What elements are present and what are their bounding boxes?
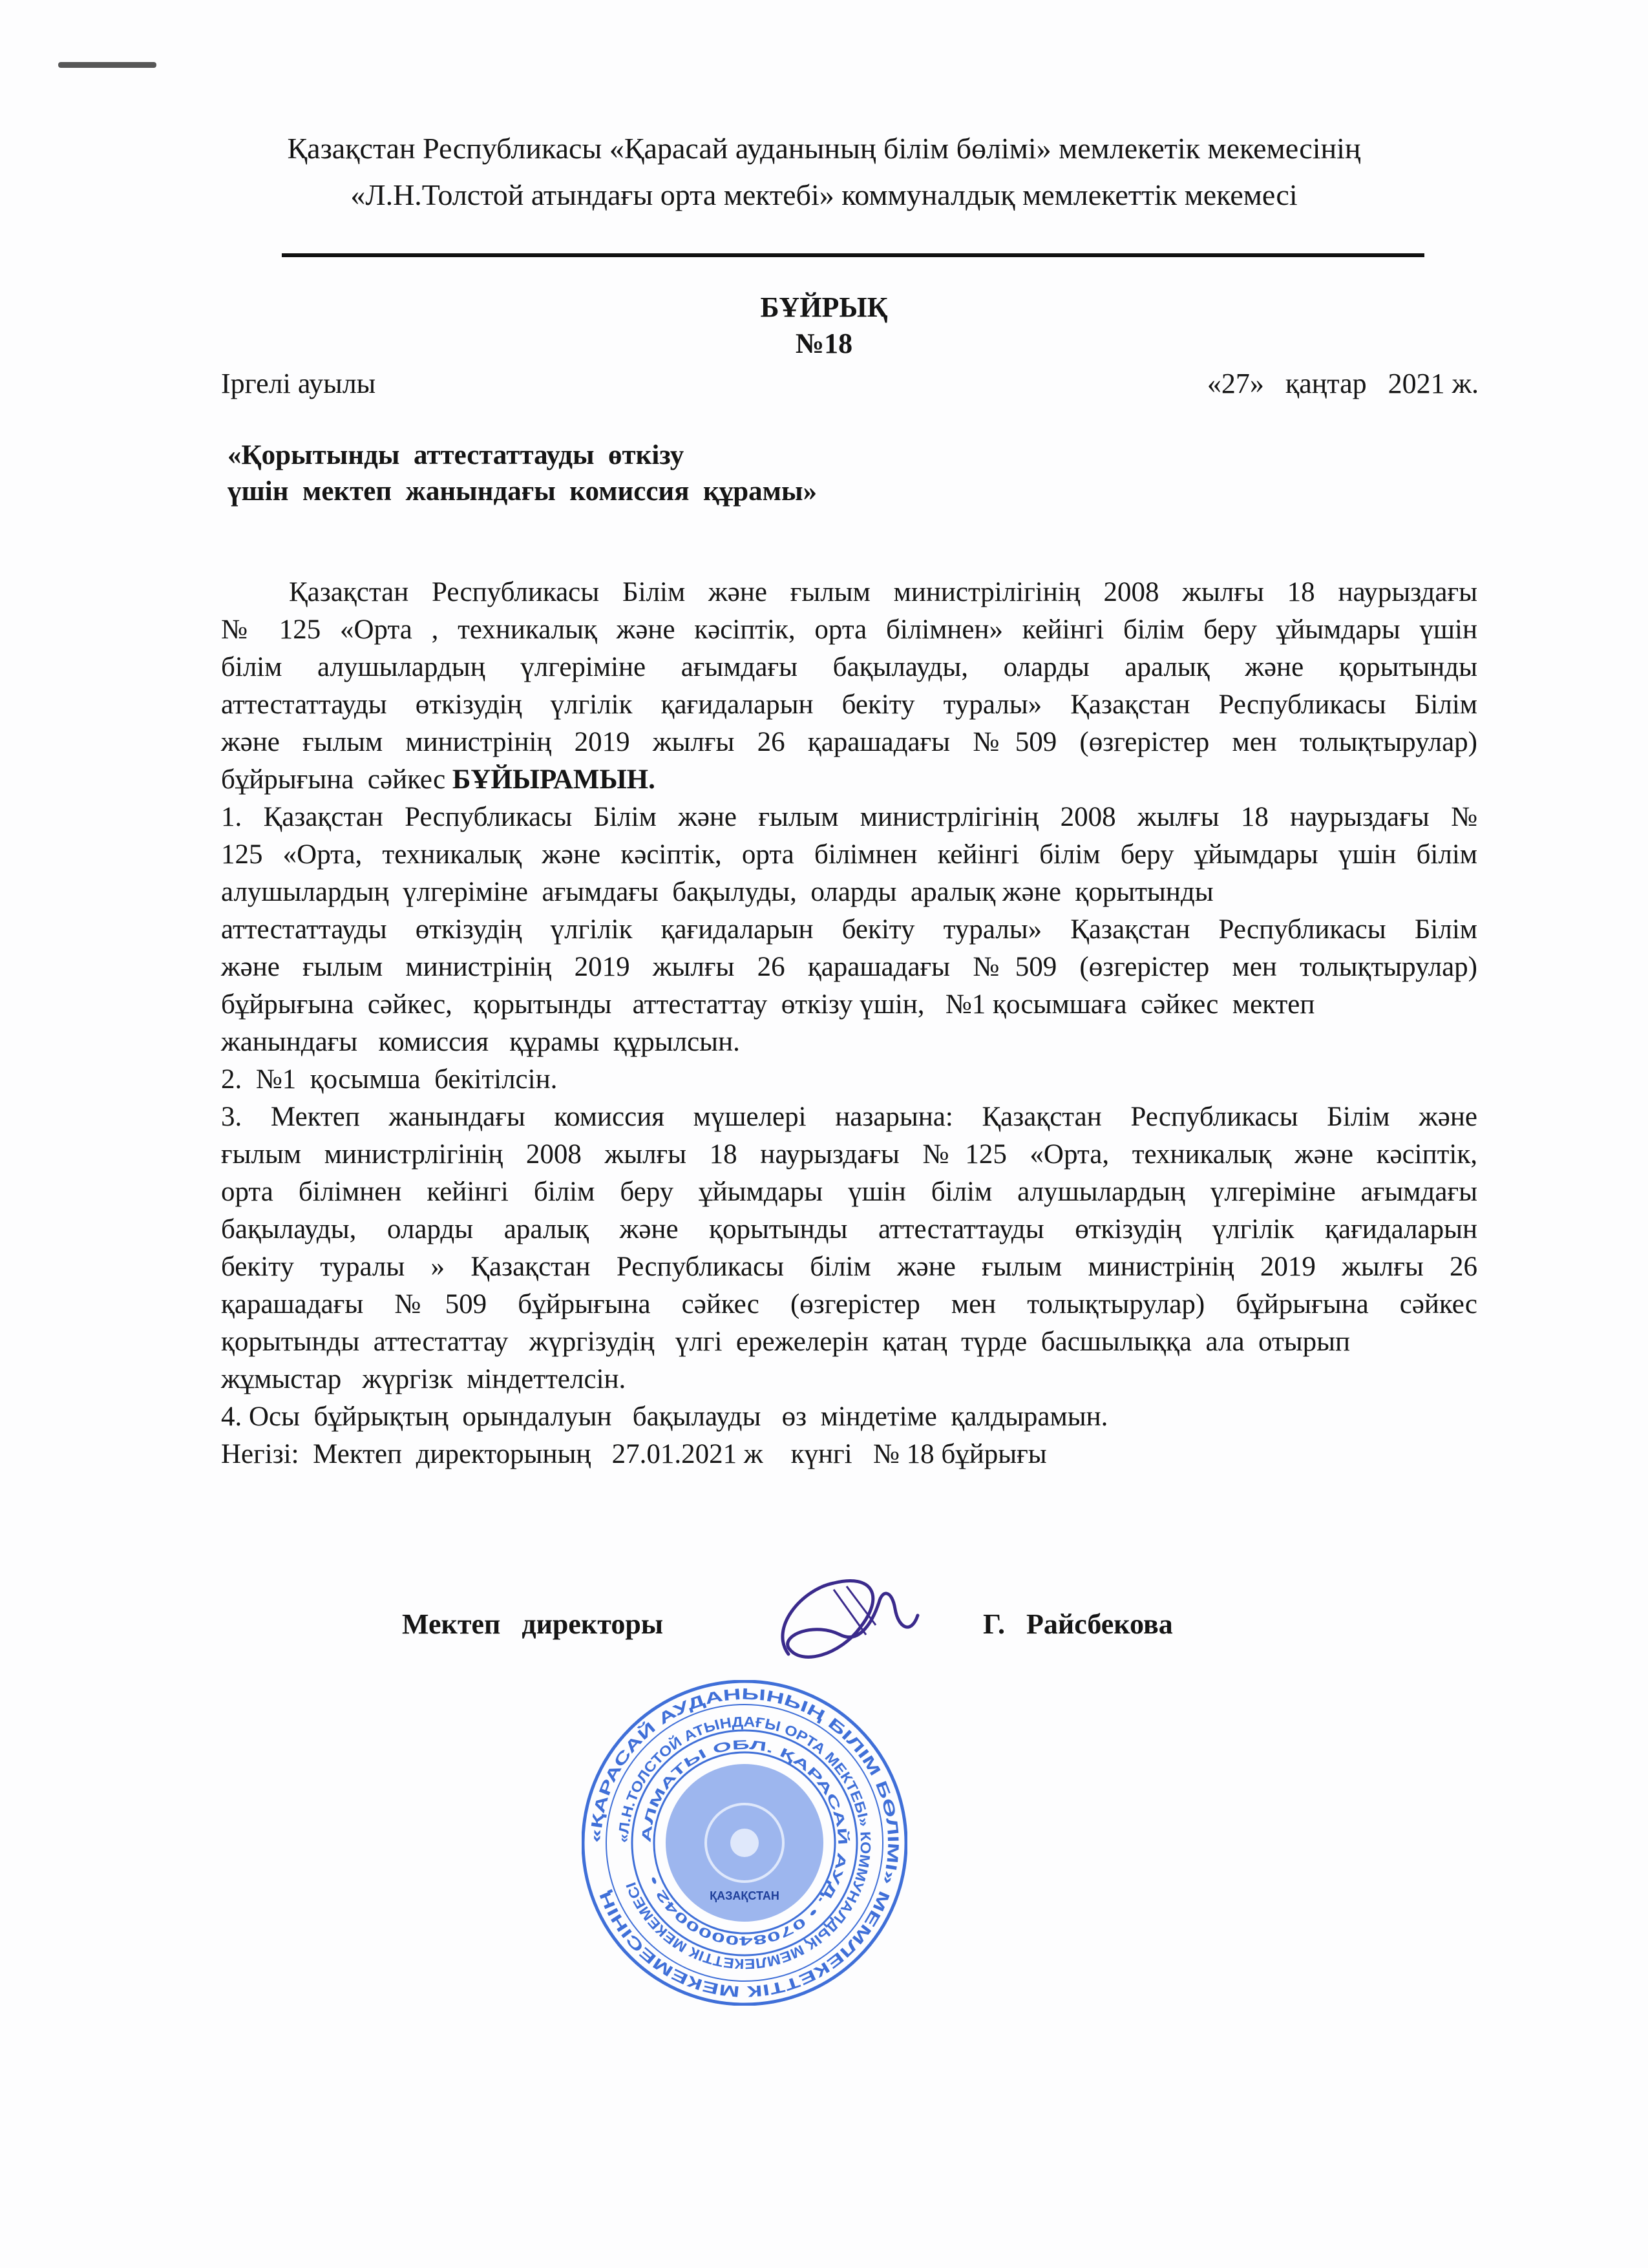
- item3-line: қорытынды аттестаттау жүргізудің үлгі ережелерін қатаң түрде басшылыққа ала отырып: [221, 1327, 1351, 1357]
- subject-line1: «Қорытынды аттестаттауды өткізу: [227, 440, 684, 470]
- item1-line: жанындағы комиссия құрамы құрылсын.: [221, 1027, 740, 1057]
- org-header-line2: «Л.Н.Толстой атындағы орта мектебі» коммуналдық мемлекеттік мекемесі: [350, 178, 1298, 211]
- preamble-last-line: [221, 761, 1477, 799]
- item1-line: алушылардың үлгеріміне ағымдағы бақылуды, оларды аралық және қорытынды: [221, 877, 1214, 907]
- item3-line: бақылауды, оларды аралық және қорытынды аттестаттауды өткізудің үлгілік қағидаларын: [221, 1214, 1477, 1244]
- preamble-line: білім алушылардың үлгеріміне ағымдағы бақылауды, оларды аралық және қорытынды: [221, 652, 1477, 682]
- preamble-line: № 125 «Орта , техникалық және кәсіптік, орта білімнен» кейінгі білім беру ұйымдары үшін: [221, 614, 1477, 645]
- order-heading: БҰЙРЫҚ: [760, 291, 888, 323]
- item1-line: бұйрығына сәйкес, қорытынды аттестаттау өткізу үшін, №1 қосымшаға сәйкес мектеп: [221, 989, 1315, 1020]
- scan-mark: [58, 62, 156, 68]
- decree-word: БҰЙЫРАМЫН.: [452, 764, 655, 795]
- item3-line: орта білімнен кейінгі білім беру ұйымдары үшін білім алушылардың үлгеріміне ағымдағы: [221, 1177, 1477, 1207]
- official-stamp: [582, 1680, 907, 2006]
- org-header-line1: Қазақстан Республикасы «Қарасай ауданының білім бөлімі» мемлекетік мекемесінің: [287, 132, 1361, 165]
- item3-line: қарашадағы №509 бұйрығына сәйкес (өзгерістер мен толықтырулар) бұйрығына сәйкес: [221, 1289, 1477, 1319]
- item1-line: 125 «Орта, техникалық және кәсіптік, орта білімнен кейінгі білім беру ұйымдары үшін білім: [221, 839, 1477, 870]
- order-body: [221, 574, 1477, 1473]
- stamp-outer-text: «ҚАРАСАЙ АУДАНЫНЫҢ БІЛІМ БӨЛІМІ» МЕМЛЕКЕТТІК МЕКЕМЕСІНІҢ: [587, 1685, 902, 2000]
- subject-line2: үшін мектеп жанындағы комиссия құрамы»: [227, 476, 818, 507]
- preamble-last-text: бұйрығына сәйкес: [221, 764, 452, 795]
- item1-line: аттестаттауды өткізудің үлгілік қағидаларын бекіту туралы» Қазақстан Республикасы Білім: [221, 914, 1477, 945]
- basis: Негізі: Мектеп директорының 27.01.2021 ж күнгі № 18 бұйрығы: [221, 1439, 1047, 1469]
- item3-line: жұмыстар жүргізк міндеттелсін.: [221, 1364, 626, 1394]
- preamble-line: аттестаттауды өткізудің үлгілік қағидаларын бекіту туралы» Қазақстан Республикасы Білім: [221, 689, 1477, 720]
- item3-line: 3. Мектеп жанындағы комиссия мүшелері назарына: Қазақстан Республикасы Білім және: [221, 1102, 1477, 1132]
- stamp-inner-text: АЛМАТЫ ОБЛ. ҚАРАСАЙ АУД. • 070840000042 •: [639, 1738, 850, 1948]
- handwritten-signature: [763, 1551, 931, 1680]
- signatory-role: Мектеп директоры: [402, 1608, 664, 1640]
- order-number: №18: [795, 328, 853, 359]
- stamp-center-text: ҚАЗАҚСТАН: [710, 1889, 779, 1902]
- item3-line: ғылым министрлігінің 2008 жылғы 18 наурыздағы №125 «Орта, техникалық және кәсіптік,: [221, 1139, 1477, 1170]
- item4: 4. Осы бұйрықтың орындалуын бақылауды өз міндетіме қалдырамын.: [221, 1402, 1108, 1432]
- header-divider: [282, 253, 1424, 257]
- item1-line: 1. Қазақстан Республикасы Білім және ғылым министрлігінің 2008 жылғы 18 наурыздағы №: [221, 802, 1477, 832]
- item1-line: және ғылым министрінің 2019 жылғы 26 қарашадағы №509 (өзгерістер мен толықтырулар): [221, 952, 1477, 982]
- preamble-line: Қазақстан Республикасы Білім және ғылым министрілігінің 2008 жылғы 18 наурыздағы: [289, 577, 1477, 607]
- order-place: Іргелі ауылы: [221, 368, 376, 399]
- stamp-middle-text: «Л.Н.ТОЛСТОЙ АТЫНДАҒЫ ОРТА МЕКТЕБІ» КОММУНАЛДЫҚ МЕМЛЕКЕТТІК МЕКЕМЕСІ: [615, 1713, 874, 1973]
- preamble-line: және ғылым министрінің 2019 жылғы 26 қарашадағы №509 (өзгерістер мен толықтырулар): [221, 727, 1477, 757]
- item3-line: бекіту туралы » Қазақстан Республикасы білім және ғылым министрінің 2019 жылғы 26: [221, 1252, 1477, 1282]
- signatory-name: Г. Райсбекова: [983, 1608, 1173, 1640]
- item2: 2. №1 қосымша бекітілсін.: [221, 1064, 558, 1095]
- order-date: «27» қаңтар 2021 ж.: [1207, 368, 1479, 399]
